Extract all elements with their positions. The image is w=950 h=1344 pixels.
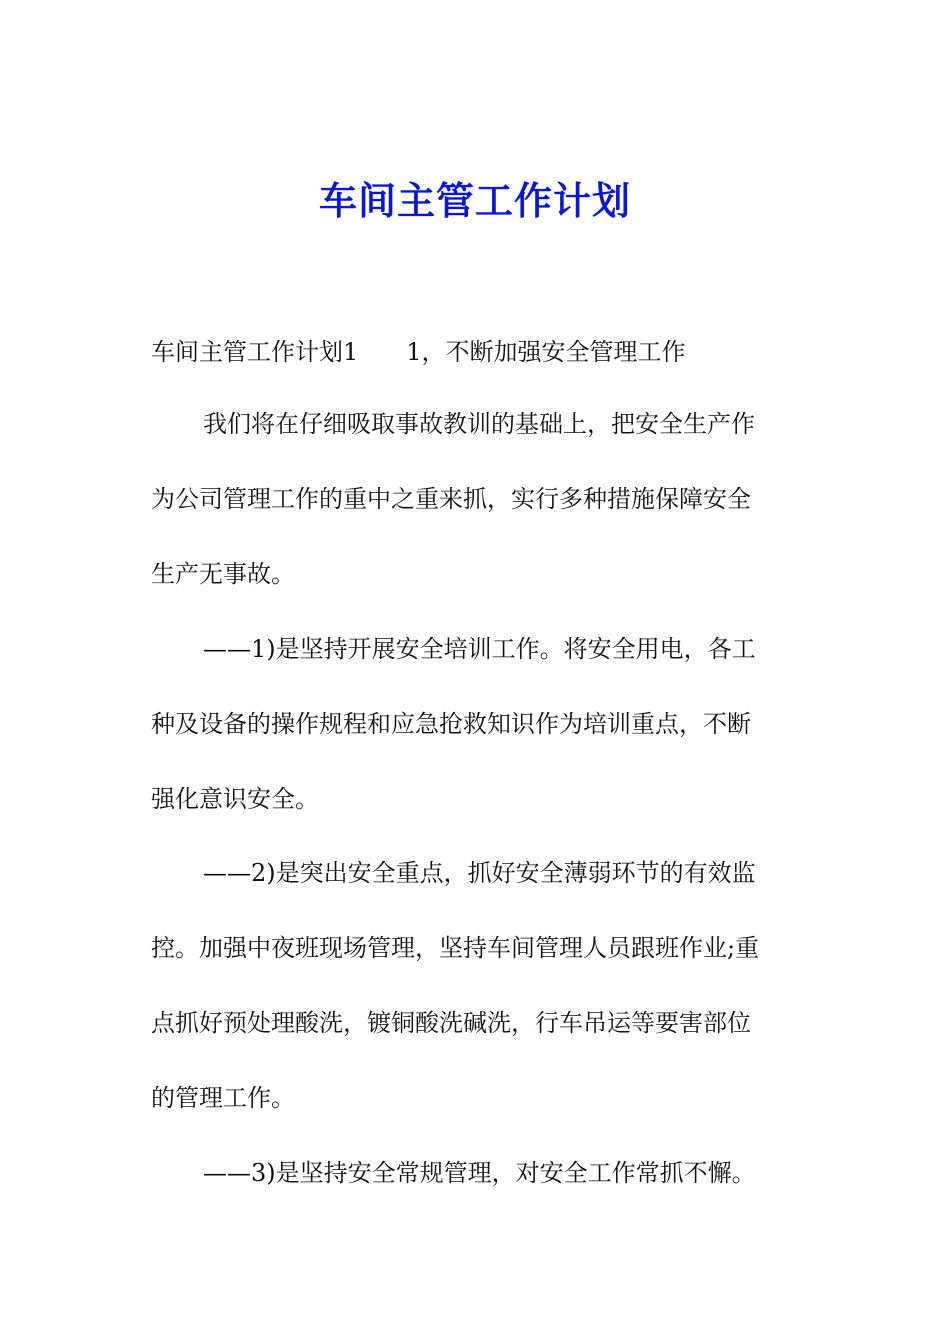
paragraph-line: 为公司管理工作的重中之重来抓，实行多种措施保障安全 [151,485,751,513]
paragraph-line: 生产无事故。 [151,560,295,588]
paragraph-line: 种及设备的操作规程和应急抢救知识作为培训重点，不断 [151,710,751,738]
paragraph-line: ——2)是突出安全重点，抓好安全薄弱环节的有效监 [203,859,756,887]
paragraph-line: ——1)是坚持开展安全培训工作。将安全用电，各工 [203,635,756,663]
document-title: 车间主管工作计划 [318,178,631,223]
section-heading-right: 1，不断加强安全管理工作 [406,338,686,366]
section-heading-line [151,336,686,368]
paragraph-line: 的管理工作。 [151,1084,295,1112]
paragraph-line: 强化意识安全。 [151,785,319,813]
section-heading-left: 车间主管工作计划1 [151,338,359,366]
paragraph-line: 控。加强中夜班现场管理，坚持车间管理人员跟班作业;重 [151,934,760,962]
paragraph-line: 我们将在仔细吸取事故教训的基础上，把安全生产作 [203,410,755,438]
paragraph-line: ——3)是坚持安全常规管理，对安全工作常抓不懈。 [203,1159,756,1187]
paragraph-line: 点抓好预处理酸洗，镀铜酸洗碱洗，行车吊运等要害部位 [151,1009,751,1037]
